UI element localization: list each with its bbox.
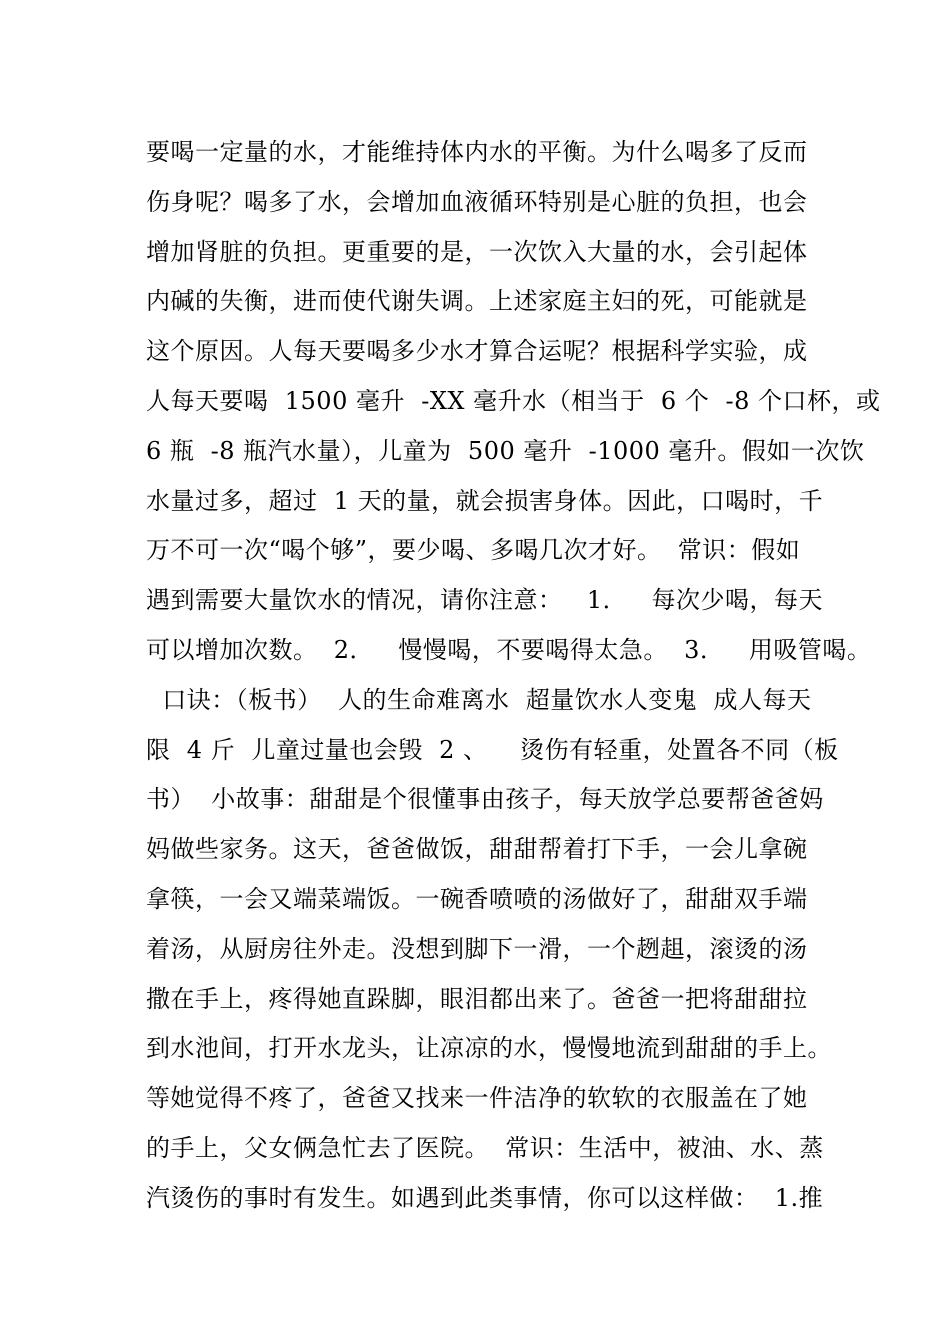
text-line: 可以增加次数。 2． 慢慢喝，不要喝得太急。 3． 用吸管喝。 — [146, 635, 872, 664]
text-line: 口诀：（板书） 人的生命难离水 超量饮水人变鬼 成人每天 — [146, 685, 812, 714]
text-line: 伤身呢？喝多了水，会增加血液循环特别是心脏的负担，也会 — [146, 187, 808, 216]
text-line: 要喝一定量的水，才能维持体内水的平衡。为什么喝多了反而 — [146, 138, 808, 166]
text-line: 的手上，父女俩急忙去了医院。 常识：生活中，被油、水、蒸 — [146, 1133, 824, 1162]
text-line: 汽烫伤的事时有发生。如遇到此类事情，你可以这样做： 1.推 — [146, 1183, 824, 1212]
text-line: 等她觉得不疼了，爸爸又找来一件洁净的软软的衣服盖在了她 — [146, 1084, 808, 1113]
text-line: 人每天要喝 1500 毫升 -XX 毫升水（相当于 6 个 -8 个口杯，或 — [146, 386, 881, 415]
text-line: 妈做些家务。这天，爸爸做饭，甜甜帮着打下手，一会儿拿碗 — [146, 835, 808, 864]
text-line: 限 4 斤 儿童过量也会毁 2 、 烫伤有轻重，处置各不同（板 — [146, 735, 839, 764]
text-line: 遇到需要大量饮水的情况，请你注意： 1． 每次少喝，每天 — [146, 586, 824, 615]
text-line: 内碱的失衡，进而使代谢失调。上述家庭主妇的死，可能就是 — [146, 287, 808, 316]
text-line: 撒在手上，疼得她直跺脚，眼泪都出来了。爸爸一把将甜甜拉 — [146, 984, 808, 1013]
text-line: 增加肾脏的负担。更重要的是，一次饮入大量的水，会引起体 — [146, 237, 808, 266]
text-line: 万不可一次“喝个够”，要少喝、多喝几次才好。 常识：假如 — [146, 536, 801, 565]
text-line: 着汤，从厨房往外走。没想到脚下一滑，一个趔趄，滚烫的汤 — [146, 934, 808, 963]
text-line: 这个原因。人每天要喝多少水才算合运呢？根据科学实验，成 — [146, 337, 808, 366]
text-line: 6 瓶 -8 瓶汽水量），儿童为 500 毫升 -1000 毫升。假如一次饮 — [146, 436, 865, 465]
text-line: 到水池间，打开水龙头，让凉凉的水，慢慢地流到甜甜的手上。 — [146, 1034, 832, 1063]
text-line: 书） 小故事：甜甜是个很懂事由孩子，每天放学总要帮爸爸妈 — [146, 785, 824, 814]
text-line: 拿筷，一会又端菜端饭。一碗香喷喷的汤做好了，甜甜双手端 — [146, 884, 808, 913]
text-line: 水量过多，超过 1 天的量，就会损害身体。因此，口喝时，千 — [146, 486, 824, 515]
body-text — [146, 128, 881, 1224]
